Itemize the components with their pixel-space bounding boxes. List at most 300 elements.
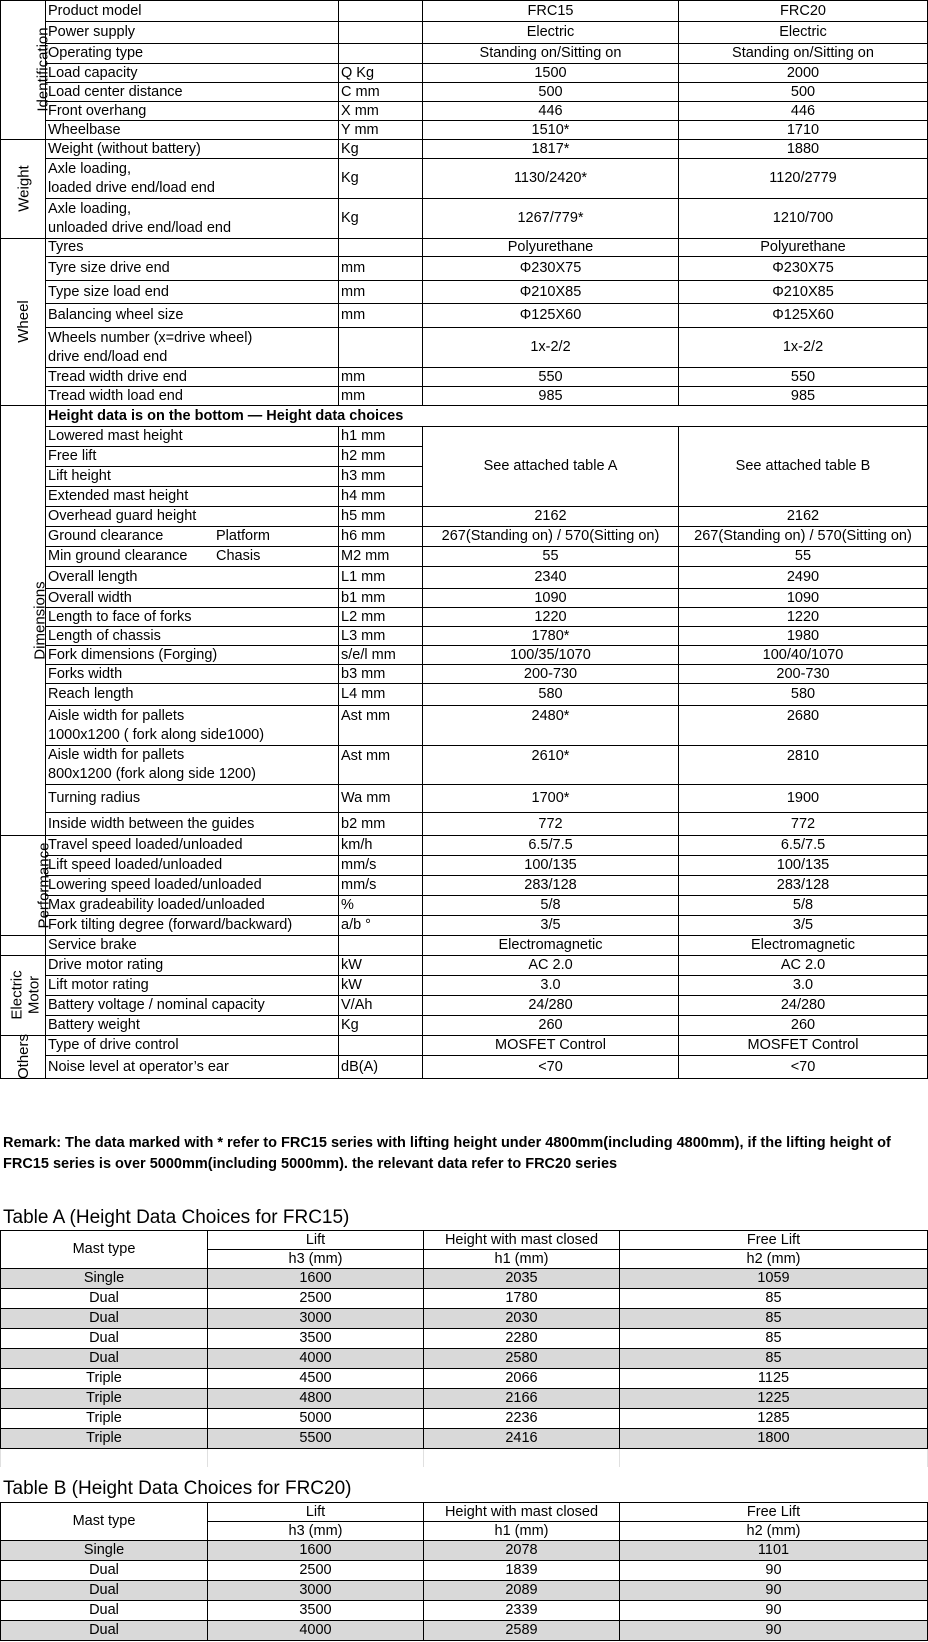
spec-row [1, 427, 928, 447]
spec-value-frc20: 1880 [679, 140, 928, 159]
table-row [1, 1389, 928, 1409]
lift-value: 4000 [208, 1349, 424, 1369]
spec-row [1, 916, 928, 936]
closed-height-value: 2236 [424, 1409, 620, 1429]
spacer-cell [424, 1449, 620, 1467]
spec-row [1, 547, 928, 567]
spec-value-frc15: 267(Standing on) / 570(Sitting on) [423, 527, 679, 547]
spec-label: Wheels number (x=drive wheel) drive end/load end [46, 328, 339, 368]
spec-label [46, 547, 339, 567]
spec-row [1, 976, 928, 996]
spec-label-sub: Platform [216, 528, 270, 544]
free-lift-header: Free Lift [620, 1231, 928, 1250]
free-lift-value: 90 [620, 1601, 928, 1621]
spec-value-frc15: 5/8 [423, 896, 679, 916]
spec-label: Tyres [46, 239, 339, 257]
free-lift-value: 85 [620, 1289, 928, 1309]
spec-value-frc15: 1510* [423, 121, 679, 140]
free-lift-value: 1285 [620, 1409, 928, 1429]
spec-unit [339, 1036, 423, 1056]
mast-type: Triple [1, 1409, 208, 1429]
spec-unit: h6 mm [339, 527, 423, 547]
spec-label: Load capacity [46, 64, 339, 83]
spec-value-frc20: 446 [679, 102, 928, 121]
spec-label: Reach length [46, 684, 339, 706]
table-spacer-row [1, 1449, 928, 1467]
spec-label: Power supply [46, 22, 339, 44]
spec-unit: kW [339, 956, 423, 976]
spec-value-frc15: 260 [423, 1016, 679, 1036]
lift-value: 4500 [208, 1369, 424, 1389]
table-row [1, 1269, 928, 1289]
weight-category-label: Weight [15, 165, 33, 212]
spec-value-frc15: 550 [423, 368, 679, 387]
spec-unit: Kg [339, 159, 423, 199]
spacer-cell [620, 1449, 928, 1467]
mast-type: Single [1, 1541, 208, 1561]
spec-value-frc15: 500 [423, 83, 679, 102]
spec-row [1, 239, 928, 257]
lift-value: 4000 [208, 1621, 424, 1641]
spec-label: Overall length [46, 567, 339, 589]
spec-value-frc15: AC 2.0 [423, 956, 679, 976]
wheel-category-label: Wheel [14, 300, 32, 343]
remark-note: Remark: The data marked with * refer to FRC15 series with lifting height under 4800mm(including 4800mm), if the lifting height of FRC15 series is over 5000mm(including 5000mm). the relevant data refer to FRC20 series [3, 1135, 891, 1172]
spec-value-frc15: 1817* [423, 140, 679, 159]
spec-unit: X mm [339, 102, 423, 121]
spec-label: Operating type [46, 44, 339, 64]
spec-unit [339, 44, 423, 64]
spec-unit: b1 mm [339, 589, 423, 608]
lift-value: 5500 [208, 1429, 424, 1449]
mast-type: Dual [1, 1349, 208, 1369]
spec-unit: h1 mm [339, 427, 423, 447]
spec-value-frc20: Φ125X60 [679, 304, 928, 328]
spec-row [1, 813, 928, 836]
spec-row [1, 159, 928, 199]
lift-value: 3000 [208, 1309, 424, 1329]
spec-row [1, 746, 928, 785]
lift-value: 1600 [208, 1541, 424, 1561]
spec-value-frc20: FRC20 [679, 1, 928, 22]
spec-unit: mm [339, 281, 423, 304]
free-lift-value: 1101 [620, 1541, 928, 1561]
spec-row [1, 304, 928, 328]
spec-value-frc20: 55 [679, 547, 928, 567]
table-row [1, 1429, 928, 1449]
table-row [1, 1329, 928, 1349]
spec-value-frc20: 2000 [679, 64, 928, 83]
mast-type: Dual [1, 1289, 208, 1309]
spec-unit: Wa mm [339, 785, 423, 813]
spec-label: Axle loading, loaded drive end/load end [46, 159, 339, 199]
closed-height-value: 2589 [424, 1621, 620, 1641]
spec-row [1, 836, 928, 856]
spec-unit: h5 mm [339, 507, 423, 527]
spec-category-empty [1, 936, 46, 956]
table-row [1, 1349, 928, 1369]
see-table-b-note: See attached table B [679, 427, 928, 507]
spec-label: Aisle width for pallets 800x1200 (fork along side 1200) [46, 746, 339, 785]
spec-value-frc15: 100/135 [423, 856, 679, 876]
spec-value-frc20: 550 [679, 368, 928, 387]
spec-value-frc20: 24/280 [679, 996, 928, 1016]
performance-category [1, 836, 53, 936]
spec-unit: V/Ah [339, 996, 423, 1016]
table-row [1, 1561, 928, 1581]
identification-category [1, 1, 52, 140]
spec-label-main: Min ground clearance [48, 548, 188, 564]
table-row [1, 1541, 928, 1561]
spec-unit: mm [339, 368, 423, 387]
spec-label: Max gradeability loaded/unloaded [46, 896, 339, 916]
spec-row [1, 589, 928, 608]
table-row [1, 1309, 928, 1329]
spec-unit: L3 mm [339, 627, 423, 646]
electric-motor-category [1, 956, 46, 1036]
mast-type: Triple [1, 1389, 208, 1409]
spec-unit: h2 mm [339, 447, 423, 467]
spec-row [1, 368, 928, 387]
spec-unit: h4 mm [339, 487, 423, 507]
spec-unit: C mm [339, 83, 423, 102]
spec-label: Length to face of forks [46, 608, 339, 627]
spec-value-frc20: 985 [679, 387, 928, 406]
spec-value-frc20: Polyurethane [679, 239, 928, 257]
spec-unit [339, 936, 423, 956]
spec-value-frc15: 985 [423, 387, 679, 406]
mast-type: Dual [1, 1601, 208, 1621]
free-lift-value: 90 [620, 1581, 928, 1601]
lift-value: 3500 [208, 1329, 424, 1349]
spec-label: Travel speed loaded/unloaded [46, 836, 339, 856]
free-lift-header: Free Lift [620, 1503, 928, 1522]
mast-type: Dual [1, 1621, 208, 1641]
table-b-caption: Table B (Height Data Choices for FRC20) [3, 1478, 352, 1499]
spec-value-frc20: 267(Standing on) / 570(Sitting on) [679, 527, 928, 547]
spec-row [1, 665, 928, 684]
spec-value-frc20: 1710 [679, 121, 928, 140]
spec-value-frc20: Φ210X85 [679, 281, 928, 304]
table-header-row [1, 1503, 928, 1522]
lift-unit: h3 (mm) [208, 1250, 424, 1269]
spec-value-frc15: 1220 [423, 608, 679, 627]
spec-value-frc20: 1210/700 [679, 199, 928, 239]
spec-unit: Y mm [339, 121, 423, 140]
spec-row [1, 646, 928, 665]
spec-label: Lowering speed loaded/unloaded [46, 876, 339, 896]
spec-value-frc20: 1120/2779 [679, 159, 928, 199]
table-row [1, 1289, 928, 1309]
spec-row [1, 102, 928, 121]
spec-row [1, 257, 928, 281]
spec-value-frc20: 2490 [679, 567, 928, 589]
closed-height-header: Height with mast closed [424, 1503, 620, 1522]
lift-unit: h3 (mm) [208, 1522, 424, 1541]
spacer-cell [1, 1449, 208, 1467]
spec-label: Product model [46, 1, 339, 22]
spec-value-frc15: Polyurethane [423, 239, 679, 257]
spec-unit: mm [339, 304, 423, 328]
spec-value-frc15: MOSFET Control [423, 1036, 679, 1056]
lift-header: Lift [208, 1231, 424, 1250]
closed-height-value: 2089 [424, 1581, 620, 1601]
spec-value-frc20: Φ230X75 [679, 257, 928, 281]
free-lift-unit: h2 (mm) [620, 1522, 928, 1541]
spec-label: Battery voltage / nominal capacity [46, 996, 339, 1016]
spec-value-frc20: 1220 [679, 608, 928, 627]
spec-value-frc20: MOSFET Control [679, 1036, 928, 1056]
spec-label: Axle loading, unloaded drive end/load end [46, 199, 339, 239]
spec-label: Forks width [46, 665, 339, 684]
spec-row [1, 684, 928, 706]
performance-category-label: Performance [35, 842, 53, 928]
spec-unit: L2 mm [339, 608, 423, 627]
spec-unit: L4 mm [339, 684, 423, 706]
spec-unit: mm/s [339, 856, 423, 876]
height-data-header: Height data is on the bottom — Height data choices [46, 406, 928, 427]
closed-height-value: 2035 [424, 1269, 620, 1289]
spec-row [1, 281, 928, 304]
identification-category-label: Identification [34, 27, 52, 112]
spec-value-frc20: 5/8 [679, 896, 928, 916]
closed-height-value: 2030 [424, 1309, 620, 1329]
spec-unit: mm [339, 387, 423, 406]
spec-label: Overall width [46, 589, 339, 608]
lift-value: 2500 [208, 1561, 424, 1581]
mast-type: Single [1, 1269, 208, 1289]
spec-label: Lift motor rating [46, 976, 339, 996]
closed-height-header: Height with mast closed [424, 1231, 620, 1250]
spec-value-frc15: 200-730 [423, 665, 679, 684]
spec-value-frc15: Φ230X75 [423, 257, 679, 281]
spec-value-frc15: 1267/779* [423, 199, 679, 239]
spec-label: Balancing wheel size [46, 304, 339, 328]
mast-type-header: Mast type [1, 1503, 208, 1541]
spec-label [46, 527, 339, 547]
spec-row [1, 44, 928, 64]
spec-label: Aisle width for pallets 1000x1200 ( fork along side1000) [46, 706, 339, 746]
spec-value-frc20: 100/135 [679, 856, 928, 876]
table-row [1, 1601, 928, 1621]
closed-height-value: 2166 [424, 1389, 620, 1409]
spec-row [1, 785, 928, 813]
closed-height-unit: h1 (mm) [424, 1522, 620, 1541]
lift-value: 3000 [208, 1581, 424, 1601]
spec-label: Overhead guard height [46, 507, 339, 527]
spec-value-frc15: Φ210X85 [423, 281, 679, 304]
spec-value-frc20: 500 [679, 83, 928, 102]
table-a-caption: Table A (Height Data Choices for FRC15) [3, 1207, 350, 1228]
mast-type: Dual [1, 1561, 208, 1581]
spec-value-frc15: 446 [423, 102, 679, 121]
spec-value-frc20: 260 [679, 1016, 928, 1036]
spec-value-frc15: 2340 [423, 567, 679, 589]
spec-unit: a/b ° [339, 916, 423, 936]
spec-label: Noise level at operator’s ear [46, 1056, 339, 1079]
closed-height-value: 1839 [424, 1561, 620, 1581]
spec-value-frc20: 200-730 [679, 665, 928, 684]
spec-unit: L1 mm [339, 567, 423, 589]
others-category [1, 1033, 46, 1080]
mast-type: Dual [1, 1581, 208, 1601]
closed-height-value: 2580 [424, 1349, 620, 1369]
spec-label: Battery weight [46, 1016, 339, 1036]
spec-label-sub: Chasis [216, 548, 261, 564]
height-table-b [0, 1502, 928, 1641]
spec-row [1, 1036, 928, 1056]
lift-value: 4800 [208, 1389, 424, 1409]
spec-row [1, 507, 928, 527]
lift-value: 1600 [208, 1269, 424, 1289]
spec-value-frc20: 772 [679, 813, 928, 836]
free-lift-value: 1059 [620, 1269, 928, 1289]
free-lift-value: 90 [620, 1621, 928, 1641]
lift-value: 3500 [208, 1601, 424, 1621]
free-lift-value: 1225 [620, 1389, 928, 1409]
spec-unit: Q Kg [339, 64, 423, 83]
spec-value-frc20: AC 2.0 [679, 956, 928, 976]
spec-value-frc20: Electromagnetic [679, 936, 928, 956]
spec-value-frc20: 3.0 [679, 976, 928, 996]
spec-value-frc20: 283/128 [679, 876, 928, 896]
electric-motor-category-label: Electric Motor [8, 970, 43, 1020]
spec-label-main: Ground clearance [48, 528, 164, 544]
spec-value-frc15: 1500 [423, 64, 679, 83]
spec-label: Length of chassis [46, 627, 339, 646]
mast-type: Dual [1, 1309, 208, 1329]
spec-value-frc15: <70 [423, 1056, 679, 1079]
spec-value-frc15: Electromagnetic [423, 936, 679, 956]
spec-value-frc20: 580 [679, 684, 928, 706]
spec-unit: mm/s [339, 876, 423, 896]
mast-type: Dual [1, 1329, 208, 1349]
spec-value-frc20: 2810 [679, 746, 928, 785]
spec-value-frc15: 772 [423, 813, 679, 836]
spec-value-frc15: 3/5 [423, 916, 679, 936]
spec-label: Inside width between the guides [46, 813, 339, 836]
spec-row [1, 199, 928, 239]
spec-unit: h3 mm [339, 467, 423, 487]
table-row [1, 1369, 928, 1389]
table-row [1, 1409, 928, 1429]
spec-label: Load center distance [46, 83, 339, 102]
mast-type: Triple [1, 1429, 208, 1449]
spec-label: Type size load end [46, 281, 339, 304]
spec-label: Front overhang [46, 102, 339, 121]
dimensions-category [1, 406, 49, 836]
spec-label: Weight (without battery) [46, 140, 339, 159]
spec-label: Tread width load end [46, 387, 339, 406]
free-lift-value: 85 [620, 1349, 928, 1369]
spec-value-frc20: Electric [679, 22, 928, 44]
spec-unit: Ast mm [339, 746, 423, 785]
spec-value-frc15: 100/35/1070 [423, 646, 679, 665]
spec-label: Tyre size drive end [46, 257, 339, 281]
spec-row [1, 1016, 928, 1036]
spec-label: Wheelbase [46, 121, 339, 140]
spec-unit: b2 mm [339, 813, 423, 836]
spec-value-frc20: 1090 [679, 589, 928, 608]
spec-value-frc15: 55 [423, 547, 679, 567]
spec-row [1, 527, 928, 547]
dimensions-category-label: Dimensions [31, 580, 49, 660]
table-header-row [1, 1231, 928, 1250]
spec-row [1, 406, 928, 427]
height-table-a [0, 1230, 928, 1467]
others-category-label: Others [15, 1033, 33, 1080]
spec-row [1, 1056, 928, 1079]
spec-row [1, 387, 928, 406]
spec-label: Extended mast height [46, 487, 339, 507]
spec-value-frc15: 2610* [423, 746, 679, 785]
spec-row [1, 896, 928, 916]
closed-height-value: 2339 [424, 1601, 620, 1621]
spec-row [1, 328, 928, 368]
spec-unit [339, 328, 423, 368]
mast-type: Triple [1, 1369, 208, 1389]
spec-unit: kW [339, 976, 423, 996]
spec-row [1, 956, 928, 976]
spec-row [1, 936, 928, 956]
spec-label: Type of drive control [46, 1036, 339, 1056]
spec-value-frc20: 2162 [679, 507, 928, 527]
spec-label: Free lift [46, 447, 339, 467]
spec-value-frc15: 2162 [423, 507, 679, 527]
spec-value-frc15: 1780* [423, 627, 679, 646]
free-lift-value: 85 [620, 1329, 928, 1349]
spec-unit: dB(A) [339, 1056, 423, 1079]
spec-unit [339, 22, 423, 44]
spec-row [1, 567, 928, 589]
table-row [1, 1621, 928, 1641]
spec-value-frc20: 3/5 [679, 916, 928, 936]
spec-value-frc15: 580 [423, 684, 679, 706]
spec-row [1, 706, 928, 746]
spec-value-frc15: Electric [423, 22, 679, 44]
spec-row [1, 876, 928, 896]
spec-row [1, 996, 928, 1016]
spec-row [1, 22, 928, 44]
spec-label: Fork tilting degree (forward/backward) [46, 916, 339, 936]
spec-value-frc20: 1x-2/2 [679, 328, 928, 368]
mast-type-header: Mast type [1, 1231, 208, 1269]
spec-value-frc20: 1980 [679, 627, 928, 646]
spec-unit [339, 1, 423, 22]
spec-row [1, 856, 928, 876]
spec-value-frc15: 283/128 [423, 876, 679, 896]
spec-label: Drive motor rating [46, 956, 339, 976]
spec-row [1, 121, 928, 140]
spec-unit: Kg [339, 140, 423, 159]
spec-label: Turning radius [46, 785, 339, 813]
lift-value: 2500 [208, 1289, 424, 1309]
spec-value-frc20: Standing on/Sitting on [679, 44, 928, 64]
closed-height-value: 2416 [424, 1429, 620, 1449]
table-row [1, 1581, 928, 1601]
lift-header: Lift [208, 1503, 424, 1522]
spec-value-frc15: 1x-2/2 [423, 328, 679, 368]
spec-row [1, 83, 928, 102]
spacer-cell [208, 1449, 424, 1467]
spec-label: Tread width drive end [46, 368, 339, 387]
spec-row [1, 1, 928, 22]
spec-value-frc15: 1700* [423, 785, 679, 813]
spec-unit: Kg [339, 199, 423, 239]
spec-unit: km/h [339, 836, 423, 856]
spec-label: Lowered mast height [46, 427, 339, 447]
free-lift-unit: h2 (mm) [620, 1250, 928, 1269]
